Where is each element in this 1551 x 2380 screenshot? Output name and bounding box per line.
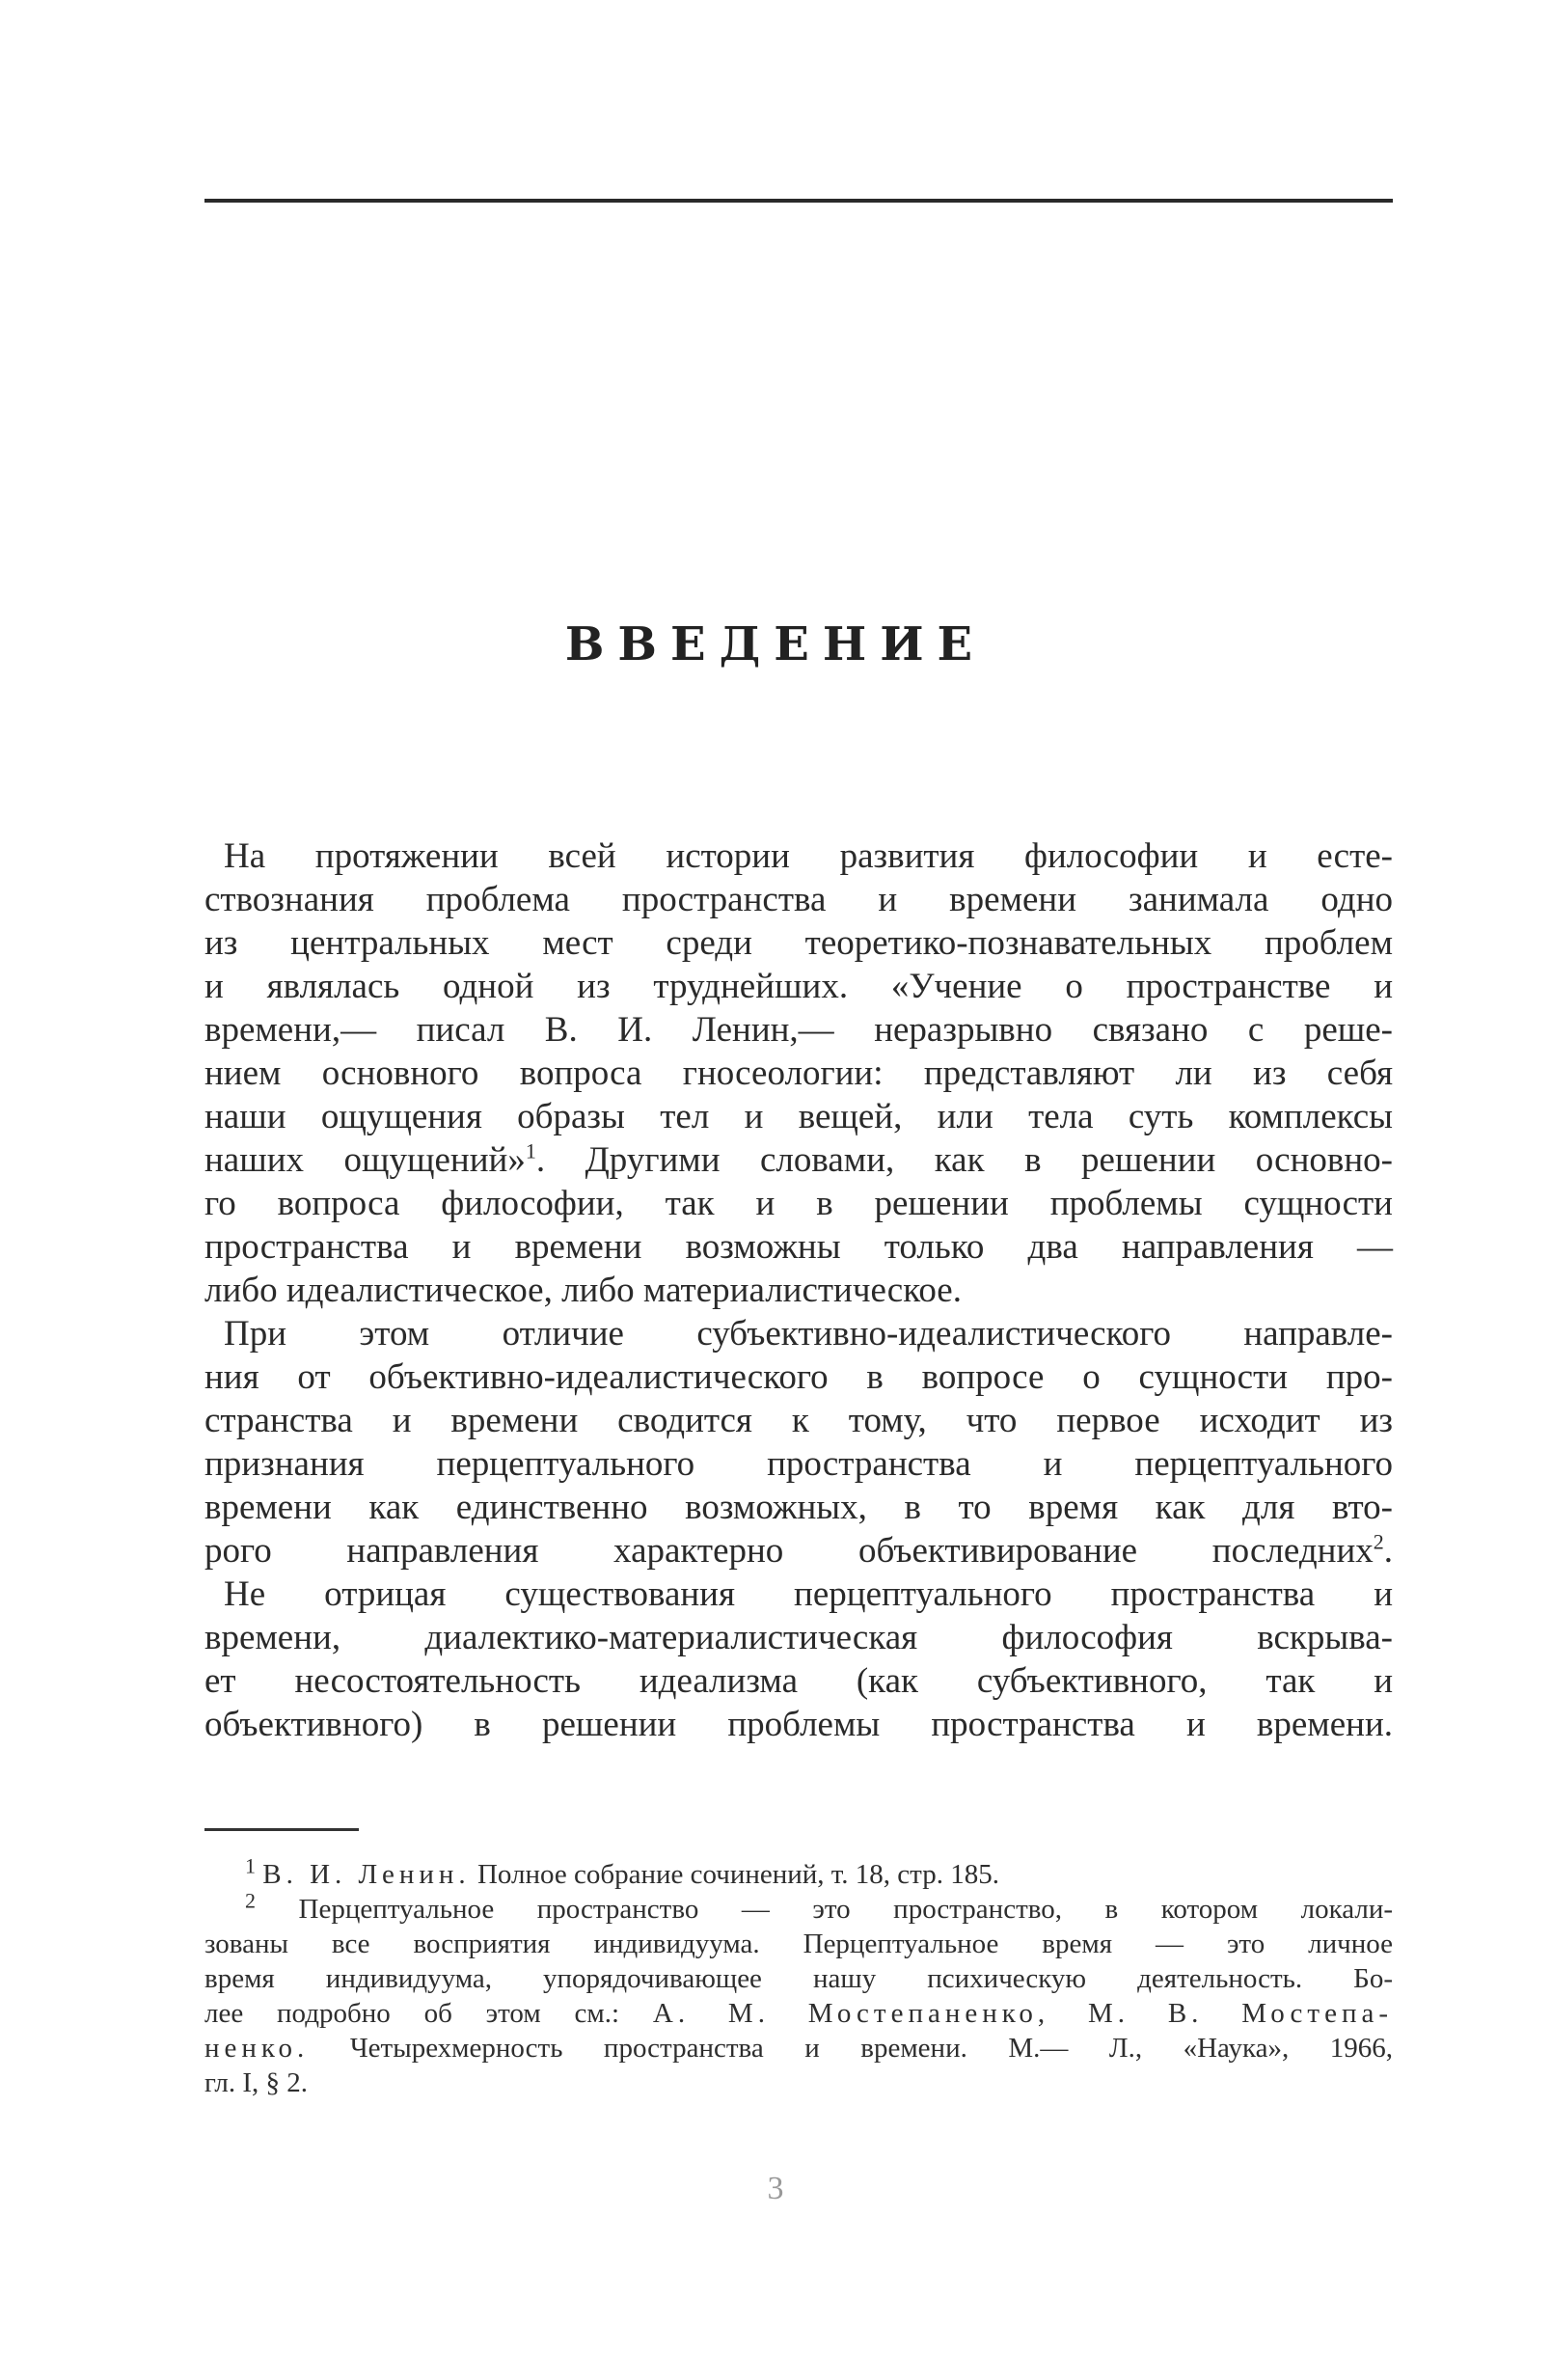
text-fragment: . Другими словами, как в решении основно- bbox=[535, 1140, 1393, 1180]
text-line: времени,— писал В. И. Ленин,— неразрывно связано с реше- bbox=[204, 1010, 1393, 1050]
text-fragment: рого направления характерно объективирование последних bbox=[204, 1531, 1374, 1571]
text-line: объективного) в решении проблемы пространства и времени. bbox=[204, 1705, 1393, 1744]
chapter-heading: ВВЕДЕНИЕ bbox=[564, 617, 987, 671]
footnote-ref: 2 bbox=[1373, 1529, 1384, 1554]
footnote-line bbox=[204, 1996, 1393, 2031]
text-line: признания перцептуального пространства и перцептуального bbox=[204, 1444, 1393, 1484]
text-line: нием основного вопроса гносеологии: представляют ли из себя bbox=[204, 1053, 1393, 1093]
text-line: Не отрицая существования перцептуального пространства и bbox=[224, 1574, 1393, 1614]
footnote-line: время индивидуума, упорядочивающее нашу психическую деятельность. Бо- bbox=[204, 1963, 1393, 1994]
text-line: времени, диалектико-материалистическая философия вскрыва- bbox=[204, 1618, 1393, 1657]
text-fragment: наших ощущений» bbox=[204, 1140, 526, 1180]
text-line: ствознания проблема пространства и времени занимала одно bbox=[204, 880, 1393, 919]
footnote-text: лее подробно об этом см.: bbox=[204, 1998, 620, 2029]
footnote-text: Перцептуальное пространство — это пространство, в котором локали- bbox=[298, 1894, 1393, 1925]
footnote-separator bbox=[204, 1828, 359, 1831]
footnote-line: гл. I, § 2. bbox=[204, 2067, 309, 2098]
text-line: пространства и времени возможны только два направления — bbox=[204, 1227, 1393, 1267]
text-line: ния от объективно-идеалистического в вопросе о сущности про- bbox=[204, 1357, 1393, 1397]
footnote-text: Четырехмерность пространства и времени. М.— Л., «Наука», 1966, bbox=[349, 2033, 1394, 2064]
page-number: 3 bbox=[767, 2171, 784, 2206]
text-line: из центральных мест среди теоретико-познавательных проблем bbox=[204, 923, 1393, 963]
footnote-2 bbox=[204, 1888, 1393, 1927]
footnote-number: 2 bbox=[245, 1888, 256, 1913]
text-line: При этом отличие субъективно-идеалистического направле- bbox=[224, 1314, 1393, 1354]
text-line: странства и времени сводится к тому, что первое исходит из bbox=[204, 1401, 1393, 1440]
body-text bbox=[204, 834, 1393, 1746]
text-line: либо идеалистическое, либо материалистическое. bbox=[204, 1271, 962, 1310]
text-line: времени как единственно возможных, в то время как для вто- bbox=[204, 1488, 1393, 1527]
footnote-number: 1 bbox=[245, 1853, 256, 1878]
text-line: и являлась одной из труднейших. «Учение о пространстве и bbox=[204, 967, 1393, 1006]
text-fragment: . bbox=[1383, 1531, 1393, 1571]
text-line bbox=[204, 1529, 1393, 1573]
footnote-ref: 1 bbox=[525, 1138, 536, 1163]
footnote-line: зованы все восприятия индивидуума. Перцептуальное время — это личное bbox=[204, 1929, 1393, 1959]
footnote-author: А. М. Мостепаненко, М. В. Мостепа- bbox=[652, 1998, 1393, 2029]
footnote-text: Полное собрание сочинений, т. 18, стр. 185. bbox=[476, 1859, 999, 1890]
text-line: На протяжении всей истории развития философии и есте- bbox=[224, 836, 1393, 876]
text-line: го вопроса философии, так и в решении проблемы сущности bbox=[204, 1184, 1393, 1223]
footnotes bbox=[204, 1853, 1394, 2100]
footnote-1 bbox=[204, 1853, 1393, 1892]
footnote-author: ненко. bbox=[204, 2033, 310, 2064]
footnote-author: В. И. Ленин. bbox=[262, 1859, 471, 1890]
text-line bbox=[204, 1138, 1393, 1182]
text-line: ет несостоятельность идеализма (как субъективного, так и bbox=[204, 1661, 1393, 1701]
top-rule bbox=[204, 199, 1393, 203]
text-line: наши ощущения образы тел и вещей, или тела суть комплексы bbox=[204, 1097, 1393, 1136]
footnote-line bbox=[204, 2031, 1393, 2065]
